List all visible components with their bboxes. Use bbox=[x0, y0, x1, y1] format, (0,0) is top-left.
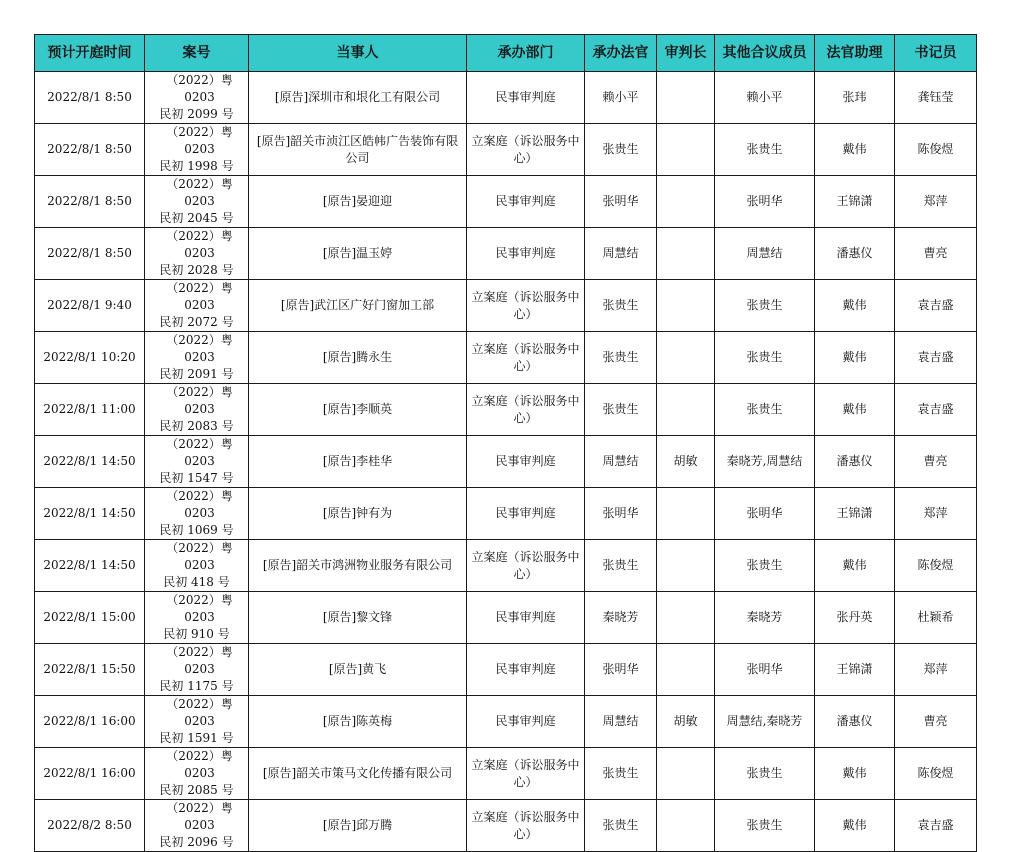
case-number-cell bbox=[145, 332, 249, 384]
case-number-prefix: （2022）粤 0203 bbox=[166, 801, 233, 832]
party-cell: [原告]深圳市和垠化工有限公司 bbox=[249, 72, 467, 124]
judge-assistant-cell: 戴伟 bbox=[815, 332, 895, 384]
party-cell: [原告]钟有为 bbox=[249, 488, 467, 540]
table-body bbox=[35, 72, 977, 852]
case-number-cell bbox=[145, 436, 249, 488]
hearing-time-cell: 2022/8/1 14:50 bbox=[35, 488, 145, 540]
case-number-cell bbox=[145, 124, 249, 176]
case-number-suffix: 民初 1175 号 bbox=[159, 679, 234, 693]
judge-assistant-cell: 张玮 bbox=[815, 72, 895, 124]
hearing-time-cell: 2022/8/1 15:50 bbox=[35, 644, 145, 696]
case-number-prefix: （2022）粤 0203 bbox=[166, 541, 233, 572]
party-cell: [原告]陈英梅 bbox=[249, 696, 467, 748]
department-cell: 立案庭（诉讼服务中心） bbox=[467, 748, 585, 800]
department-cell: 民事审判庭 bbox=[467, 644, 585, 696]
table-header-row bbox=[35, 35, 977, 72]
judge-assistant-cell: 戴伟 bbox=[815, 800, 895, 852]
judge-cell: 张贵生 bbox=[585, 332, 657, 384]
clerk-cell: 曹亮 bbox=[895, 436, 977, 488]
case-number-suffix: 民初 1069 号 bbox=[159, 523, 234, 537]
hearing-schedule-table bbox=[34, 34, 977, 852]
department-cell: 立案庭（诉讼服务中心） bbox=[467, 540, 585, 592]
panel-members-cell: 张贵生 bbox=[715, 332, 815, 384]
clerk-cell: 陈俊煜 bbox=[895, 748, 977, 800]
case-number-suffix: 民初 2099 号 bbox=[159, 107, 234, 121]
panel-members-cell: 张明华 bbox=[715, 644, 815, 696]
panel-members-cell: 张明华 bbox=[715, 176, 815, 228]
clerk-cell: 袁吉盛 bbox=[895, 384, 977, 436]
presiding-judge-cell bbox=[657, 332, 715, 384]
judge-cell: 秦晓芳 bbox=[585, 592, 657, 644]
judge-assistant-cell: 潘惠仪 bbox=[815, 436, 895, 488]
department-cell: 民事审判庭 bbox=[467, 176, 585, 228]
hearing-time-cell: 2022/8/2 8:50 bbox=[35, 800, 145, 852]
header-hearing-time: 预计开庭时间 bbox=[35, 35, 145, 72]
presiding-judge-cell bbox=[657, 176, 715, 228]
panel-members-cell: 张贵生 bbox=[715, 748, 815, 800]
clerk-cell: 袁吉盛 bbox=[895, 800, 977, 852]
judge-cell: 张贵生 bbox=[585, 748, 657, 800]
judge-cell: 张贵生 bbox=[585, 384, 657, 436]
table-row bbox=[35, 332, 977, 384]
clerk-cell: 袁吉盛 bbox=[895, 280, 977, 332]
case-number-prefix: （2022）粤 0203 bbox=[166, 73, 233, 104]
hearing-time-cell: 2022/8/1 15:00 bbox=[35, 592, 145, 644]
hearing-time-cell: 2022/8/1 10:20 bbox=[35, 332, 145, 384]
judge-cell: 周慧结 bbox=[585, 696, 657, 748]
hearing-time-cell: 2022/8/1 8:50 bbox=[35, 176, 145, 228]
table-row bbox=[35, 592, 977, 644]
department-cell: 民事审判庭 bbox=[467, 228, 585, 280]
case-number-prefix: （2022）粤 0203 bbox=[166, 177, 233, 208]
case-number-cell bbox=[145, 176, 249, 228]
case-number-cell bbox=[145, 280, 249, 332]
presiding-judge-cell bbox=[657, 124, 715, 176]
case-number-suffix: 民初 2096 号 bbox=[159, 835, 234, 849]
judge-cell: 张贵生 bbox=[585, 540, 657, 592]
case-number-cell bbox=[145, 748, 249, 800]
case-number-suffix: 民初 2083 号 bbox=[159, 419, 234, 433]
hearing-time-cell: 2022/8/1 14:50 bbox=[35, 436, 145, 488]
header-case-number: 案号 bbox=[145, 35, 249, 72]
hearing-time-cell: 2022/8/1 16:00 bbox=[35, 748, 145, 800]
panel-members-cell: 赖小平 bbox=[715, 72, 815, 124]
presiding-judge-cell bbox=[657, 540, 715, 592]
table-row bbox=[35, 800, 977, 852]
header-department: 承办部门 bbox=[467, 35, 585, 72]
party-cell: [原告]黎文锋 bbox=[249, 592, 467, 644]
judge-assistant-cell: 戴伟 bbox=[815, 280, 895, 332]
judge-assistant-cell: 戴伟 bbox=[815, 748, 895, 800]
clerk-cell: 郑萍 bbox=[895, 644, 977, 696]
presiding-judge-cell: 胡敏 bbox=[657, 436, 715, 488]
judge-cell: 周慧结 bbox=[585, 228, 657, 280]
header-panel-members: 其他合议成员 bbox=[715, 35, 815, 72]
case-number-cell bbox=[145, 540, 249, 592]
header-judge-assistant: 法官助理 bbox=[815, 35, 895, 72]
case-number-prefix: （2022）粤 0203 bbox=[166, 489, 233, 520]
table-row bbox=[35, 72, 977, 124]
case-number-prefix: （2022）粤 0203 bbox=[166, 229, 233, 260]
party-cell: [原告]温玉婷 bbox=[249, 228, 467, 280]
clerk-cell: 袁吉盛 bbox=[895, 332, 977, 384]
judge-assistant-cell: 戴伟 bbox=[815, 540, 895, 592]
party-cell: [原告]黄飞 bbox=[249, 644, 467, 696]
department-cell: 立案庭（诉讼服务中心） bbox=[467, 280, 585, 332]
judge-assistant-cell: 戴伟 bbox=[815, 384, 895, 436]
judge-cell: 赖小平 bbox=[585, 72, 657, 124]
clerk-cell: 陈俊煜 bbox=[895, 124, 977, 176]
panel-members-cell: 张贵生 bbox=[715, 384, 815, 436]
presiding-judge-cell bbox=[657, 72, 715, 124]
judge-cell: 周慧结 bbox=[585, 436, 657, 488]
department-cell: 立案庭（诉讼服务中心） bbox=[467, 384, 585, 436]
case-number-suffix: 民初 2091 号 bbox=[159, 367, 234, 381]
presiding-judge-cell bbox=[657, 592, 715, 644]
case-number-suffix: 民初 910 号 bbox=[163, 627, 230, 641]
hearing-time-cell: 2022/8/1 8:50 bbox=[35, 124, 145, 176]
case-number-prefix: （2022）粤 0203 bbox=[166, 645, 233, 676]
table-row bbox=[35, 176, 977, 228]
judge-assistant-cell: 潘惠仪 bbox=[815, 696, 895, 748]
header-judge: 承办法官 bbox=[585, 35, 657, 72]
clerk-cell: 陈俊煜 bbox=[895, 540, 977, 592]
panel-members-cell: 张贵生 bbox=[715, 280, 815, 332]
judge-cell: 张明华 bbox=[585, 488, 657, 540]
presiding-judge-cell bbox=[657, 800, 715, 852]
judge-cell: 张贵生 bbox=[585, 124, 657, 176]
case-number-prefix: （2022）粤 0203 bbox=[166, 333, 233, 364]
case-number-prefix: （2022）粤 0203 bbox=[166, 749, 233, 780]
presiding-judge-cell bbox=[657, 228, 715, 280]
department-cell: 立案庭（诉讼服务中心） bbox=[467, 124, 585, 176]
party-cell: [原告]李桂华 bbox=[249, 436, 467, 488]
case-number-cell bbox=[145, 228, 249, 280]
party-cell: [原告]李顺英 bbox=[249, 384, 467, 436]
judge-assistant-cell: 戴伟 bbox=[815, 124, 895, 176]
case-number-cell bbox=[145, 696, 249, 748]
table-row bbox=[35, 384, 977, 436]
judge-cell: 张明华 bbox=[585, 176, 657, 228]
judge-cell: 张贵生 bbox=[585, 800, 657, 852]
clerk-cell: 曹亮 bbox=[895, 228, 977, 280]
table-row bbox=[35, 488, 977, 540]
panel-members-cell: 张贵生 bbox=[715, 540, 815, 592]
party-cell: [原告]晏迎迎 bbox=[249, 176, 467, 228]
judge-assistant-cell: 王锦潇 bbox=[815, 488, 895, 540]
department-cell: 民事审判庭 bbox=[467, 436, 585, 488]
party-cell: [原告]腾永生 bbox=[249, 332, 467, 384]
presiding-judge-cell bbox=[657, 488, 715, 540]
department-cell: 民事审判庭 bbox=[467, 696, 585, 748]
judge-assistant-cell: 张丹英 bbox=[815, 592, 895, 644]
case-number-suffix: 民初 1591 号 bbox=[159, 731, 234, 745]
table-row bbox=[35, 644, 977, 696]
clerk-cell: 郑萍 bbox=[895, 176, 977, 228]
case-number-prefix: （2022）粤 0203 bbox=[166, 593, 233, 624]
header-presiding-judge: 审判长 bbox=[657, 35, 715, 72]
case-number-suffix: 民初 418 号 bbox=[163, 575, 230, 589]
table-row bbox=[35, 696, 977, 748]
case-number-cell bbox=[145, 488, 249, 540]
table-row bbox=[35, 540, 977, 592]
header-party: 当事人 bbox=[249, 35, 467, 72]
presiding-judge-cell bbox=[657, 384, 715, 436]
hearing-time-cell: 2022/8/1 11:00 bbox=[35, 384, 145, 436]
case-number-cell bbox=[145, 592, 249, 644]
case-number-suffix: 民初 1547 号 bbox=[159, 471, 234, 485]
header-clerk: 书记员 bbox=[895, 35, 977, 72]
case-number-suffix: 民初 2028 号 bbox=[159, 263, 234, 277]
hearing-time-cell: 2022/8/1 9:40 bbox=[35, 280, 145, 332]
presiding-judge-cell: 胡敏 bbox=[657, 696, 715, 748]
judge-assistant-cell: 王锦潇 bbox=[815, 176, 895, 228]
case-number-prefix: （2022）粤 0203 bbox=[166, 281, 233, 312]
case-number-suffix: 民初 2085 号 bbox=[159, 783, 234, 797]
case-number-prefix: （2022）粤 0203 bbox=[166, 437, 233, 468]
case-number-prefix: （2022）粤 0203 bbox=[166, 385, 233, 416]
table-row bbox=[35, 436, 977, 488]
clerk-cell: 龚钰莹 bbox=[895, 72, 977, 124]
judge-assistant-cell: 潘惠仪 bbox=[815, 228, 895, 280]
case-number-cell bbox=[145, 384, 249, 436]
panel-members-cell: 秦晓芳 bbox=[715, 592, 815, 644]
clerk-cell: 杜颖希 bbox=[895, 592, 977, 644]
party-cell: [原告]邱万腾 bbox=[249, 800, 467, 852]
case-number-cell bbox=[145, 800, 249, 852]
department-cell: 民事审判庭 bbox=[467, 72, 585, 124]
presiding-judge-cell bbox=[657, 644, 715, 696]
case-number-cell bbox=[145, 72, 249, 124]
presiding-judge-cell bbox=[657, 280, 715, 332]
table-row bbox=[35, 748, 977, 800]
table-row bbox=[35, 228, 977, 280]
department-cell: 民事审判庭 bbox=[467, 592, 585, 644]
case-number-prefix: （2022）粤 0203 bbox=[166, 697, 233, 728]
hearing-time-cell: 2022/8/1 8:50 bbox=[35, 228, 145, 280]
party-cell: [原告]武江区广好门窗加工部 bbox=[249, 280, 467, 332]
presiding-judge-cell bbox=[657, 748, 715, 800]
case-number-suffix: 民初 2072 号 bbox=[159, 315, 234, 329]
judge-cell: 张明华 bbox=[585, 644, 657, 696]
clerk-cell: 郑萍 bbox=[895, 488, 977, 540]
table-row bbox=[35, 124, 977, 176]
case-number-suffix: 民初 2045 号 bbox=[159, 211, 234, 225]
panel-members-cell: 张贵生 bbox=[715, 800, 815, 852]
panel-members-cell: 张贵生 bbox=[715, 124, 815, 176]
hearing-time-cell: 2022/8/1 16:00 bbox=[35, 696, 145, 748]
clerk-cell: 曹亮 bbox=[895, 696, 977, 748]
judge-assistant-cell: 王锦潇 bbox=[815, 644, 895, 696]
judge-cell: 张贵生 bbox=[585, 280, 657, 332]
party-cell: [原告]韶关市鸿洲物业服务有限公司 bbox=[249, 540, 467, 592]
panel-members-cell: 秦晓芳,周慧结 bbox=[715, 436, 815, 488]
party-cell: [原告]韶关市策马文化传播有限公司 bbox=[249, 748, 467, 800]
table-row bbox=[35, 280, 977, 332]
hearing-time-cell: 2022/8/1 14:50 bbox=[35, 540, 145, 592]
hearing-time-cell: 2022/8/1 8:50 bbox=[35, 72, 145, 124]
case-number-suffix: 民初 1998 号 bbox=[159, 159, 234, 173]
panel-members-cell: 周慧结 bbox=[715, 228, 815, 280]
department-cell: 立案庭（诉讼服务中心） bbox=[467, 332, 585, 384]
panel-members-cell: 张明华 bbox=[715, 488, 815, 540]
case-number-prefix: （2022）粤 0203 bbox=[166, 125, 233, 156]
panel-members-cell: 周慧结,秦晓芳 bbox=[715, 696, 815, 748]
department-cell: 立案庭（诉讼服务中心） bbox=[467, 800, 585, 852]
case-number-cell bbox=[145, 644, 249, 696]
party-cell: [原告]韶关市浈江区皓帏广告装饰有限公司 bbox=[249, 124, 467, 176]
department-cell: 民事审判庭 bbox=[467, 488, 585, 540]
